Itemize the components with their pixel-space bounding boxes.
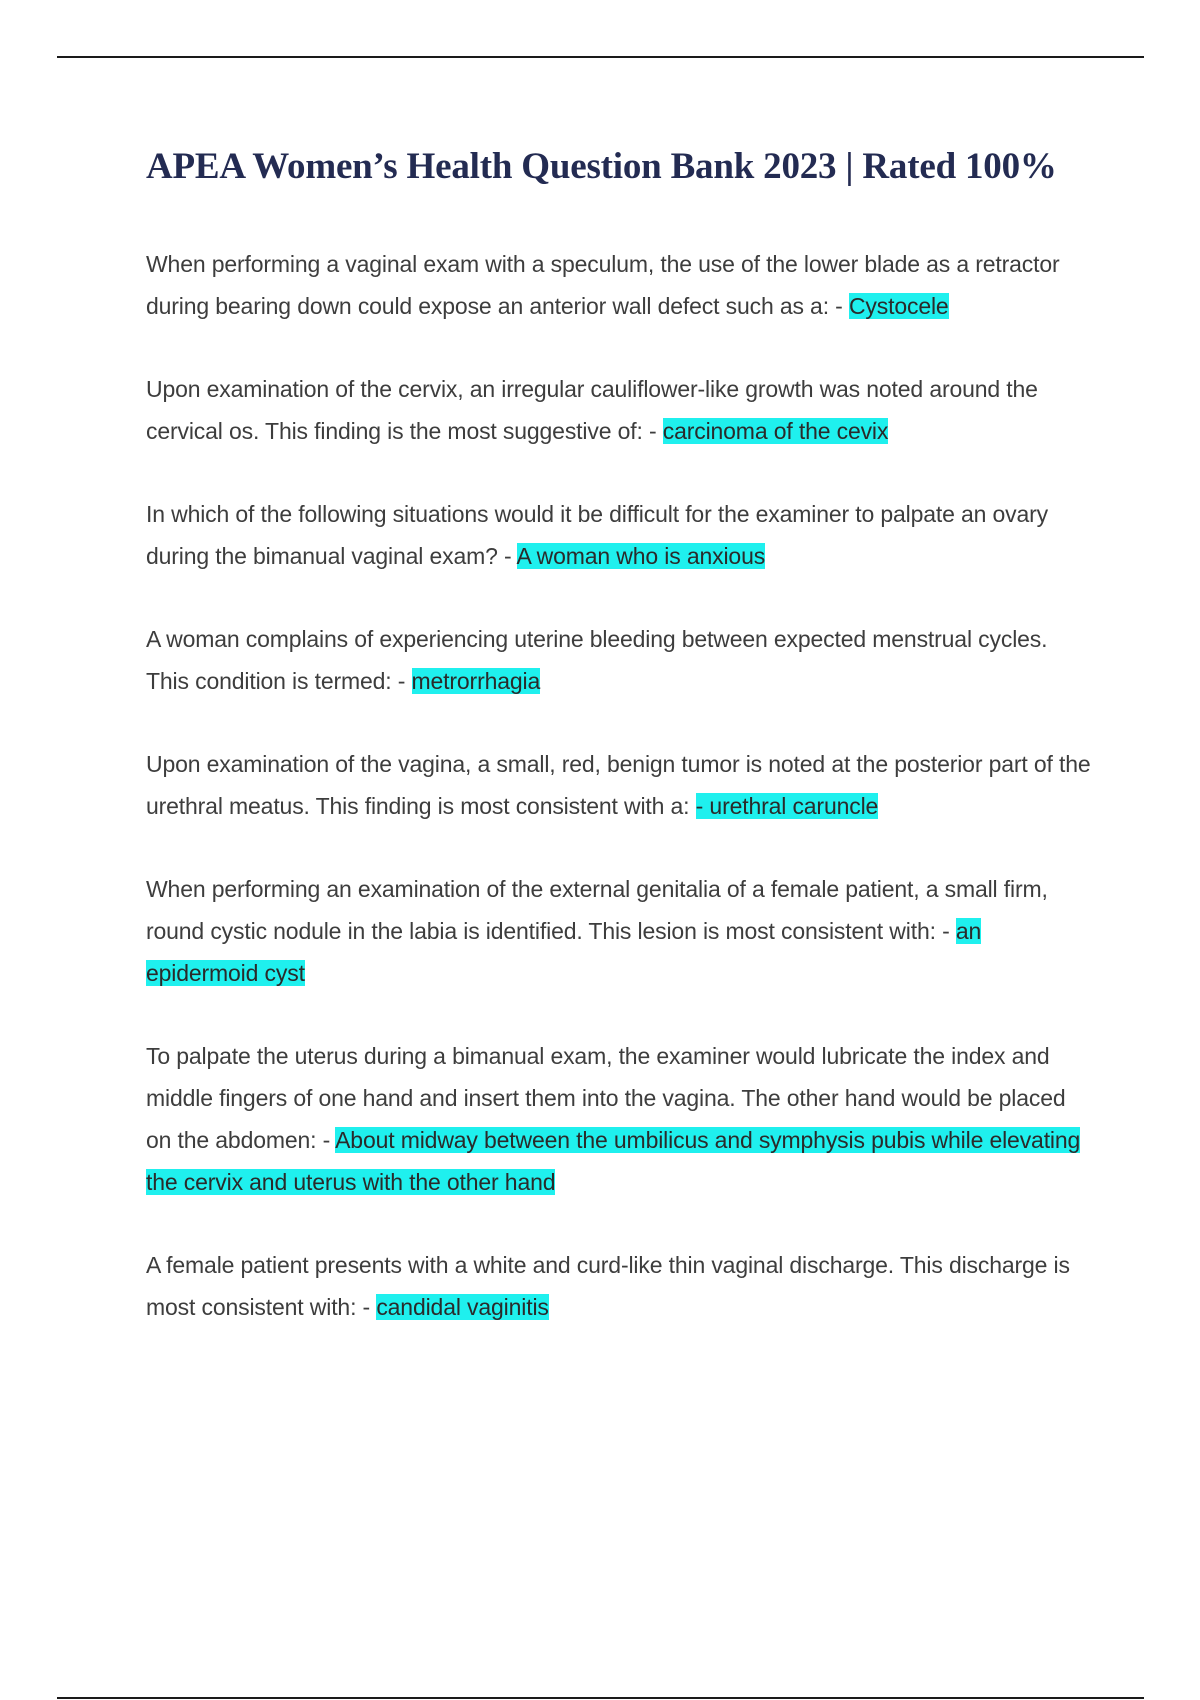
question-text: When performing an examination of the external genitalia of a female patient, a small firm, round cystic nodule in the labia is identified. This lesion is most consistent with: - bbox=[146, 876, 1048, 944]
highlighted-answer: candidal vaginitis bbox=[376, 1294, 549, 1320]
question-item-5 bbox=[146, 743, 1091, 827]
question-item-6 bbox=[146, 868, 1091, 994]
highlighted-answer: A woman who is anxious bbox=[516, 543, 766, 569]
question-list bbox=[146, 243, 1091, 1369]
top-rule bbox=[57, 56, 1144, 58]
page-title: APEA Women’s Health Question Bank 2023 | Rated 100% bbox=[146, 146, 1057, 187]
bottom-rule bbox=[57, 1697, 1144, 1699]
question-item-2 bbox=[146, 368, 1091, 452]
highlighted-answer: About midway between the umbilicus and symphysis pubis while elevating the cervix and uterus with the other hand bbox=[146, 1127, 1081, 1195]
highlighted-answer: metrorrhagia bbox=[411, 668, 541, 694]
highlighted-answer: carcinoma of the cevix bbox=[662, 418, 889, 444]
question-item-1 bbox=[146, 243, 1091, 327]
highlighted-answer: an epidermoid cyst bbox=[146, 918, 982, 986]
question-text: A woman complains of experiencing uterine bleeding between expected menstrual cycles. This condition is termed: - bbox=[146, 626, 1048, 694]
question-item-8 bbox=[146, 1244, 1091, 1328]
question-text: Upon examination of the vagina, a small, red, benign tumor is noted at the posterior part of the urethral meatus. This finding is most consistent with a: bbox=[146, 751, 1091, 819]
question-text: To palpate the uterus during a bimanual exam, the examiner would lubricate the index and middle fingers of one hand and insert them into the vagina. The other hand would be placed on the abdomen: - bbox=[146, 1043, 1066, 1153]
question-item-7 bbox=[146, 1035, 1091, 1203]
question-text: A female patient presents with a white and curd-like thin vaginal discharge. This discharge is most consistent with: - bbox=[146, 1252, 1070, 1320]
question-text: In which of the following situations would it be difficult for the examiner to palpate an ovary during the bimanual vaginal exam? - bbox=[146, 501, 1049, 569]
question-text: When performing a vaginal exam with a speculum, the use of the lower blade as a retractor during bearing down could expose an anterior wall defect such as a: - bbox=[146, 251, 1060, 319]
question-item-3 bbox=[146, 493, 1091, 577]
highlighted-answer: Cystocele bbox=[848, 293, 949, 319]
question-text: Upon examination of the cervix, an irregular cauliflower-like growth was noted around the cervical os. This finding is the most suggestive of: - bbox=[146, 376, 1038, 444]
question-item-4 bbox=[146, 618, 1091, 702]
highlighted-answer: - urethral caruncle bbox=[695, 793, 879, 819]
